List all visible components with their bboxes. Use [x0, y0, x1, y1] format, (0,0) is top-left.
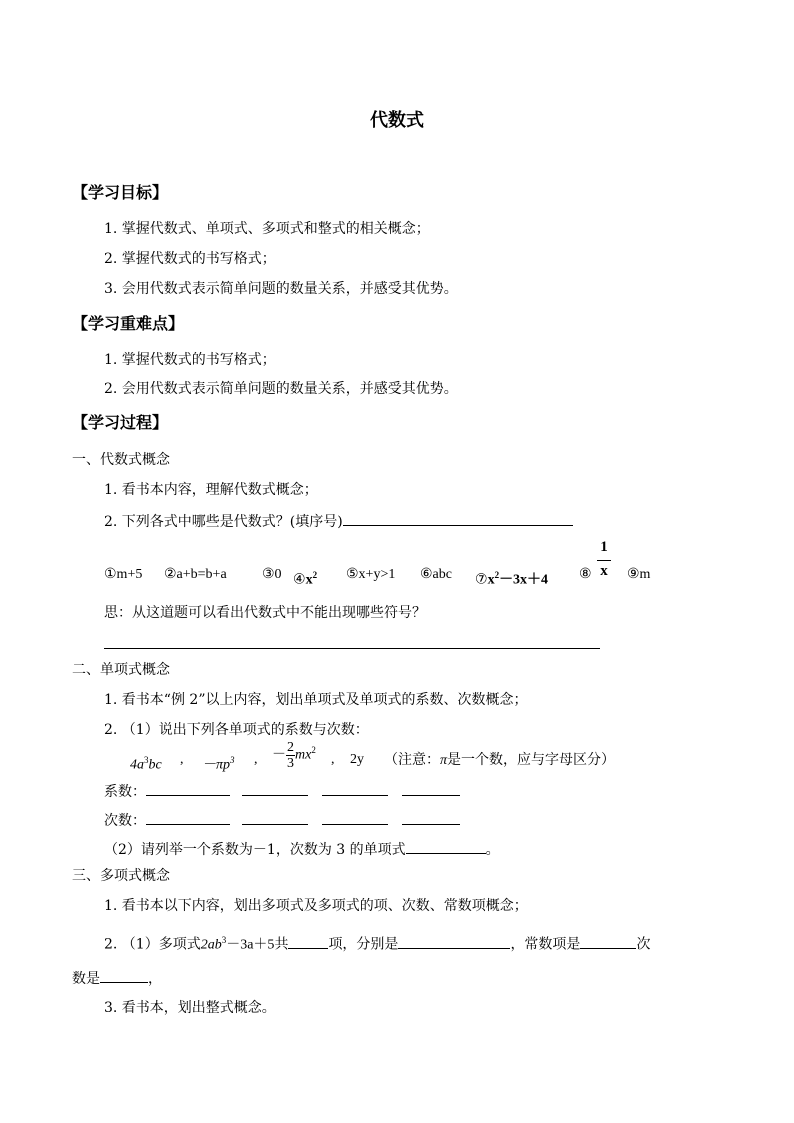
option-7-label: ⑦ — [475, 572, 488, 588]
text-constant: ，常数项是 — [510, 936, 581, 953]
degree-blank-3[interactable] — [322, 809, 388, 825]
monomial-1 — [130, 750, 162, 776]
goal-item-2: 2. 掌握代数式的书写格式； — [104, 251, 276, 267]
coefficient-blank-4[interactable] — [402, 780, 460, 796]
coefficient-blank-2[interactable] — [242, 780, 308, 796]
polynomial-a: 2ab — [200, 937, 222, 953]
section-2-item-2: 2. （1）说出下列各单项式的系数与次数： — [104, 722, 369, 738]
monomial-3-fraction — [286, 740, 295, 771]
text-gong: 共 — [274, 936, 289, 953]
section-2-sub-2-text: （2）请列举一个系数为－1，次数为 3 的单项式 — [104, 842, 406, 858]
monomial-2-base: －πp — [202, 757, 231, 773]
section-1-title: 一、代数式概念 — [72, 452, 170, 468]
section-3-item-3: 3. 看书本，划出整式概念。 — [104, 1000, 276, 1016]
monomial-3-exp: 2 — [311, 745, 316, 756]
monomial-1-exp: 3 — [144, 755, 149, 765]
section-3-title: 三、多项式概念 — [72, 868, 170, 884]
option-8-denominator: x — [597, 560, 611, 581]
degree-row — [104, 809, 460, 831]
option-2: ②a+b=b+a — [164, 567, 227, 582]
monomial-1-rest: bc — [148, 757, 162, 773]
comma-3: , — [331, 752, 335, 767]
pi-symbol: π — [440, 753, 448, 768]
goal-item-3: 3. 会用代数式表示简单问题的数量关系，并感受其优势。 — [104, 281, 458, 297]
monomial-2-exp: 3 — [230, 755, 235, 765]
degree-blank-1[interactable] — [146, 809, 230, 825]
option-8-fraction — [597, 537, 611, 581]
section-2-title: 二、单项式概念 — [72, 662, 170, 678]
degree-blank-2[interactable] — [242, 809, 308, 825]
coefficient-row — [104, 780, 460, 802]
monomial-3 — [272, 740, 316, 771]
coefficient-label: 系数： — [104, 784, 146, 800]
coefficient-blank-1[interactable] — [146, 780, 230, 796]
goals-heading: 【学习目标】 — [72, 183, 169, 202]
option-9: ⑨m — [627, 567, 651, 582]
constant-term-blank[interactable] — [580, 933, 636, 949]
process-heading: 【学习过程】 — [72, 413, 169, 432]
degree-label: 次数： — [104, 813, 146, 829]
option-7 — [475, 565, 548, 591]
text-degree-is: 数是 — [72, 971, 100, 987]
monomial-3-numerator: 2 — [287, 740, 294, 755]
option-8-label: ⑧ — [579, 567, 592, 582]
monomial-3-body: mx — [295, 747, 312, 763]
option-1: ①m+5 — [104, 567, 143, 582]
text-comma: ， — [148, 971, 162, 987]
polynomial-b: －3a＋5 — [226, 937, 275, 953]
option-8-numerator: 1 — [600, 539, 608, 555]
monomial-3-denominator: 3 — [287, 756, 294, 771]
section-3-item-1: 1. 看书本以下内容，划出多项式及多项式的项、次数、常数项概念； — [104, 898, 528, 914]
section-2-item-1: 1. 看书本“例 2”以上内容，划出单项式及单项式的系数、次数概念； — [104, 692, 528, 708]
page-title: 代数式 — [370, 110, 424, 131]
section-1-item-2-text: 2. 下列各式中哪些是代数式？(填序号) — [104, 514, 343, 530]
degree-blank-4[interactable] — [402, 809, 460, 825]
section-3-item-2-pre: 2. （1）多项式 — [104, 936, 201, 953]
terms-blank[interactable] — [398, 933, 510, 949]
monomial-3-sign: － — [272, 747, 286, 763]
text-ci: 次 — [636, 936, 651, 953]
option-4-exp: 2 — [312, 570, 318, 580]
think-answer-line[interactable] — [104, 648, 600, 649]
polynomial-exp: 3 — [221, 935, 227, 945]
option-5: ⑤x+y>1 — [346, 567, 396, 582]
option-7-exp: 2 — [494, 570, 500, 580]
section-1-item-1: 1. 看书本内容，理解代数式概念； — [104, 482, 318, 498]
pi-note-pre: （注意： — [384, 752, 440, 768]
option-4 — [293, 565, 317, 591]
key-points-heading: 【学习重难点】 — [72, 314, 185, 333]
option-3: ③0 — [262, 567, 282, 582]
comma-2: , — [254, 752, 258, 767]
monomial-2 — [202, 750, 235, 776]
monomial-example-blank[interactable] — [406, 838, 486, 854]
option-7-base: x — [487, 572, 495, 588]
section-2-sub-2-end: 。 — [485, 842, 500, 858]
pi-note — [384, 750, 615, 771]
goal-item-1: 1. 掌握代数式、单项式、多项式和整式的相关概念； — [104, 221, 430, 237]
text-xiang: 项，分别是 — [328, 936, 399, 953]
comma-1: , — [180, 752, 184, 767]
option-6: ⑥abc — [420, 567, 452, 582]
key-point-item-2: 2. 会用代数式表示简单问题的数量关系，并感受其优势。 — [104, 381, 458, 397]
pi-note-post: 是一个数，应与字母区分） — [447, 752, 616, 768]
section-3-item-2-cont — [72, 967, 162, 989]
key-point-item-1: 1. 掌握代数式的书写格式； — [104, 352, 276, 368]
think-question: 思：从这道题可以看出代数式中不能出现哪些符号？ — [104, 605, 426, 621]
monomial-1-base: 4a — [130, 757, 144, 773]
section-3-item-2 — [104, 930, 650, 956]
term-count-blank[interactable] — [288, 933, 328, 949]
option-4-label: ④ — [293, 572, 306, 588]
section-1-item-2 — [104, 510, 573, 532]
section-2-sub-2 — [104, 838, 500, 860]
degree-blank[interactable] — [100, 967, 148, 983]
option-4-base: x — [305, 572, 313, 588]
coefficient-blank-3[interactable] — [322, 780, 388, 796]
option-7-rest: －3x＋4 — [499, 572, 549, 588]
monomial-4: 2y — [350, 752, 364, 767]
answer-blank[interactable] — [343, 510, 573, 526]
